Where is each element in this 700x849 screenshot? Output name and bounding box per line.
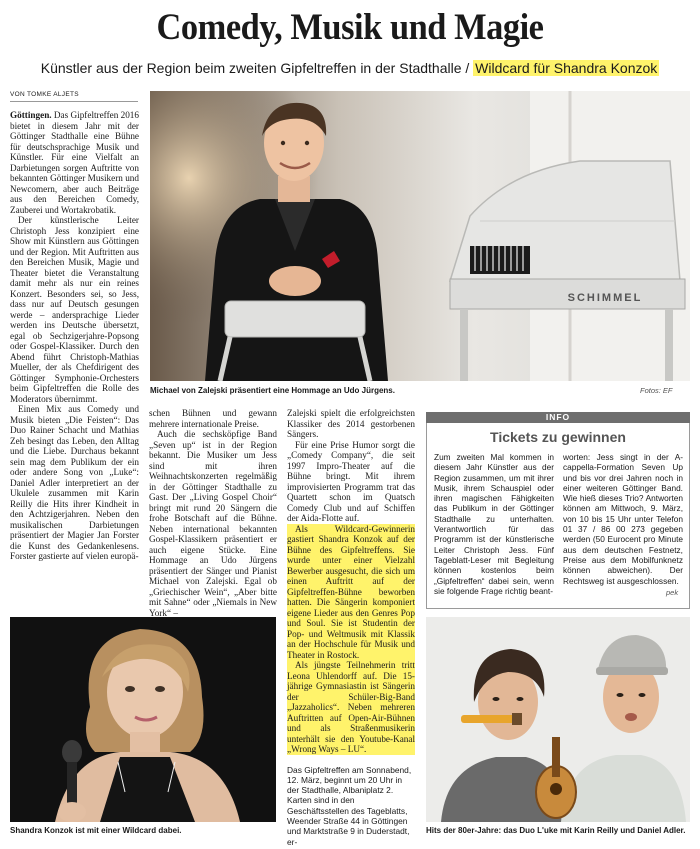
article-paragraph-highlighted <box>287 660 415 755</box>
info-column-1: Zum zweiten Mal kommen in diesem Jahr Künstler aus der Region zusammen, um mit ihrer Musik, ihrem Schauspiel oder ihren magischen Fähigkeiten das Publikum in der Göttinger Stadthalle zu unterhalten. Verantwortlich für das Programm ist der künstlerische Leiter Christoph Jess. Fünf Tageblatt-Leser mit Begleitung können kostenlos beim „Gipfeltreffen“ dabei sein, wenn sie folgende Frage richtig beant- <box>434 452 554 596</box>
article-column-3 <box>287 408 415 847</box>
subline-main: Künstler aus der Region beim zweiten Gipfeltreffen in der Stadthalle / <box>40 60 470 76</box>
info-signature: pek <box>666 588 679 597</box>
byline-rule <box>10 101 138 102</box>
duo-photo <box>426 617 690 822</box>
info-label: INFO <box>426 412 690 423</box>
singer-photo-caption: Shandra Konzok ist mit einer Wildcard dabei. <box>10 826 182 835</box>
article-paragraph <box>10 110 139 215</box>
article-paragraph: schen Bühnen und gewann mehrere internationale Preise. <box>149 408 277 429</box>
singer-photo <box>10 617 276 822</box>
highlighted-text: Als Wildcard-Gewinnerin gastiert Shandra Konzok auf der Bühne des Gipfeltreffens. Sie wurde unter einer Vielzahl Bewerber ausgesucht, die sich um einen Auftritt auf der Gipfeltreffen-Bühne beworben hatten. Die Sängerin komponiert eigene Lieder aus den Genres Pop und Soul. Sie ist Studentin der Pop- und Weltmusik mit Klassik an der Hochschule für Musik und Theater in Rostock. <box>287 523 415 660</box>
main-photo-caption: Michael von Zalejski präsentiert eine Hommage an Udo Jürgens. <box>150 386 395 395</box>
subline <box>0 60 700 76</box>
headline: Comedy, Musik und Magie <box>156 7 544 48</box>
dateline: Göttingen. <box>10 110 52 120</box>
duo-photo-caption: Hits der 80er-Jahre: das Duo L'uke mit Karin Reilly und Daniel Adler. <box>426 826 686 835</box>
article-text: Das Gipfeltreffen 2016 bietet in diesem Jahr mit der Göttinger Stadthalle eine Bühne für deutschsprachige Musik und Künstler. Für eine Vielfalt an Darbietungen sorgen Auftritte von bekannten Göttinger Musikern und Newcomern, aber auch Beiträge aus den Bereichen Comedy, Zauberei und Wortakrobatik. <box>10 110 139 215</box>
article-paragraph: Auch die sechsköpfige Band „Seven up“ ist in der Region bekannt. Die Musiker um Jess sind mit ihren Weihnachtskonzerten regelmäßig in der Göttinger Stadthalle zu Gast. Der „Living Gospel Choir“ bringt mit rund 20 Sängern die frohe Botschaft auf die Bühne. Neben international bekannten Gospel-Klassikern präsentiert er auch eigene Stücke. Eine Hommage an Udo Jürgens präsentiert der Sänger und Pianist Michael von Zalejski. Egal ob „Griechischer Wein“, „Aber bitte mit Sahne“ oder „Niemals in New York“ – <box>149 429 277 618</box>
article-paragraph-event-info: Das Gipfeltreffen am Sonnabend, 12. März, beginnt um 20 Uhr in der Stadthalle, Albaniplatz 2. Karten sind in den Geschäftsstellen des Tageblatts, Weender Straße 44 in Göttingen und Marktstraße 9 in Duderstadt, er- <box>287 764 412 847</box>
subline-highlight: Wildcard für Shandra Konzok <box>475 60 658 76</box>
piano-brand-label: SCHIMMEL <box>567 292 643 304</box>
article-column-1 <box>10 110 139 562</box>
article-paragraph: Zalejski spielt die erfolgreichsten Klassiker des 2014 gestorbenen Sängers. <box>287 408 415 439</box>
article-paragraph: Der künstlerische Leiter Christoph Jess konzipiert eine Show mit Künstlern aus Göttingen und der Region. Mit Auftritten aus den Bereichen Musik, Magie und Theater bietet die Veranstaltung damit mehr als nur ein reines Konzert. Besonders sei, so Jess, dass nur auf Deutsch gesungen werde – andersprachige Lieder werden ins Deutsche übersetzt, egal ob Sechzigerjahre-Popsong oder Gospel-Klassiker. Durch den Abend führt Christoph-Mathias Mueller, der als Chefdirigent des Göttinger Symphonie-Orchesters beim Gipfeltreffen die Rolle des Moderators übernimmt. <box>10 215 139 404</box>
article-column-2 <box>149 408 277 618</box>
main-photo <box>150 91 690 381</box>
article-paragraph: Einen Mix aus Comedy und Musik bieten „Die Feisten“: Das Duo Rainer Schacht und Mathias Zeh besingt das Leben, den Alltag und die Liebe. Durchaus bekannt sein mag dem Publikum der ein oder andere Song von „Luke“: Daniel Adler interpretiert an der Ukulele zusammen mit Karin Reilly die Hits ihrer Kindheit in den Achtzigerjahren. Neben den musikalischen Darbietungen präsentiert der Magier Jan Forster die Kunst des Gedankenlesens. Forster gastierte auf vielen europä- <box>10 404 139 561</box>
info-title: Tickets zu gewinnen <box>490 429 626 445</box>
article-paragraph: Für eine Prise Humor sorgt die „Comedy Company“, die seit 1997 Impro-Theater auf die Bühne bringt. Mit ihrem improvisierten Programm trat das Quartett schon im Quatsch Comedy Club und auf Schiffen der Aida-Flotte auf. <box>287 439 415 523</box>
article-paragraph-highlighted <box>287 524 415 661</box>
byline: VON TOMKE ALJETS <box>10 91 79 98</box>
highlighted-text: Als jüngste Teilnehmerin tritt Leona Uhlendorff auf. Die 15-jährige Gymnasiastin ist Sängerin der Schüler-Big-Band „Jazzaholics“. Neben mehreren Auftritten auf Open-Air-Bühnen und als Straßenmusikerin unterhält sie den Youtube-Kanal „Wrong Ways – LU“. <box>287 660 415 754</box>
photo-credit: Fotos: EF <box>640 386 673 395</box>
info-column-2: worten: Jess singt in der A-cappella-Formation Seven Up und bis vor drei Jahren noch in einer weiteren Göttinger Band. Wie hieß dieses Trio? Antworten können am Mittwoch, 9. März, von 10 bis 15 Uhr unter Telefon 01 37 / 86 00 273 gegeben werden (50 Eurocent pro Minute aus dem deutschen Festnetz, Preise aus dem Mobilfunknetz können abweichen). Der Rechtsweg ist ausgeschlossen. <box>563 452 683 586</box>
